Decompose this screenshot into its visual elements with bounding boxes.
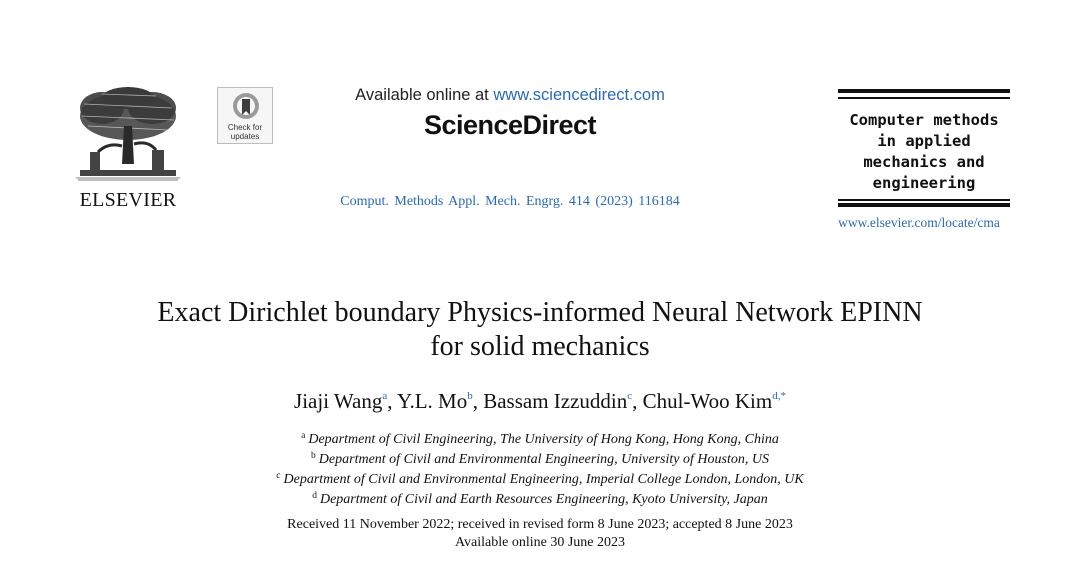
affiliation-mark: c — [276, 471, 281, 481]
paper-title-line-2: for solid mechanics — [430, 331, 650, 362]
article-history — [40, 516, 1040, 552]
affiliation-item — [40, 488, 1040, 508]
journal-name-line-4: engineering — [872, 174, 976, 192]
journal-citation: Comput. Methods Appl. Mech. Engrg. 414 (2023) 116184 — [340, 194, 680, 209]
author-name[interactable]: Jiaji Wang — [294, 389, 383, 413]
journal-name-line-2: in applied — [877, 132, 971, 150]
available-online-date: Available online 30 June 2023 — [454, 535, 626, 550]
available-online-line — [300, 85, 720, 105]
affiliation-item — [40, 448, 1040, 468]
elsevier-tree-logo — [72, 86, 184, 182]
journal-bottom-rule-thick — [838, 203, 1010, 207]
affiliation-text: Department of Civil and Earth Resources Engineering, Kyoto University, Japan — [319, 492, 768, 507]
received-dates: Received 11 November 2022; received in revised form 8 June 2023; accepted 8 June 2023 — [287, 517, 793, 532]
journal-bottom-rule-thin — [838, 199, 1010, 201]
sciencedirect-link[interactable]: www.sciencedirect.com — [493, 86, 665, 104]
author-affiliation-mark[interactable]: a — [382, 390, 388, 402]
journal-top-rule-thin — [838, 97, 1010, 99]
badge-line-1: Check for — [227, 123, 263, 132]
author-affiliation-mark[interactable]: b — [467, 390, 473, 402]
badge-text — [218, 123, 272, 141]
affiliation-text: Department of Civil Engineering, The University of Hong Kong, Hong Kong, China — [308, 432, 779, 447]
affiliation-item — [40, 428, 1040, 448]
author-affiliation-mark[interactable]: c — [627, 390, 633, 402]
journal-name-line-1: Computer methods — [849, 111, 999, 129]
affiliation-mark: a — [301, 431, 306, 441]
affiliation-mark: b — [311, 451, 316, 461]
affiliation-text: Department of Civil and Environmental Engineering, University of Houston, US — [318, 452, 769, 467]
author-name[interactable]: Chul-Woo Kim — [642, 389, 773, 413]
available-online-prefix: Available online at — [355, 86, 489, 104]
journal-name-line-3: mechanics and — [863, 153, 985, 171]
publisher-name: ELSEVIER — [79, 189, 177, 211]
journal-homepage-link[interactable]: www.elsevier.com/locate/cma — [838, 215, 1000, 230]
affiliation-mark: d — [312, 491, 317, 501]
badge-line-2: updates — [230, 132, 260, 141]
author-list: Jiaji Wang$^a$, Y.L. Mo$^b$, Bassam Izzuddin$^c$, Chul-Woo Kim$^{d,*}$ — [294, 389, 786, 413]
affiliation-text: Department of Civil and Environmental Engineering, Imperial College London, London, UK — [283, 472, 804, 487]
paper-title — [40, 296, 1040, 364]
affiliation-list — [40, 428, 1040, 508]
journal-name — [824, 110, 1024, 194]
bookmark-ribbon-icon — [231, 91, 261, 121]
sciencedirect-wordmark: ScienceDirect — [423, 110, 597, 140]
check-for-updates-button[interactable] — [217, 87, 273, 144]
author-name[interactable]: Y.L. Mo — [396, 389, 468, 413]
paper-title-line-1: Exact Dirichlet boundary Physics-informed Neural Network EPINN — [157, 297, 923, 328]
affiliation-item — [40, 468, 1040, 488]
author-affiliation-mark[interactable]: d,* — [772, 390, 786, 402]
journal-top-rule-thick — [838, 89, 1010, 93]
author-name[interactable]: Bassam Izzuddin — [483, 389, 628, 413]
